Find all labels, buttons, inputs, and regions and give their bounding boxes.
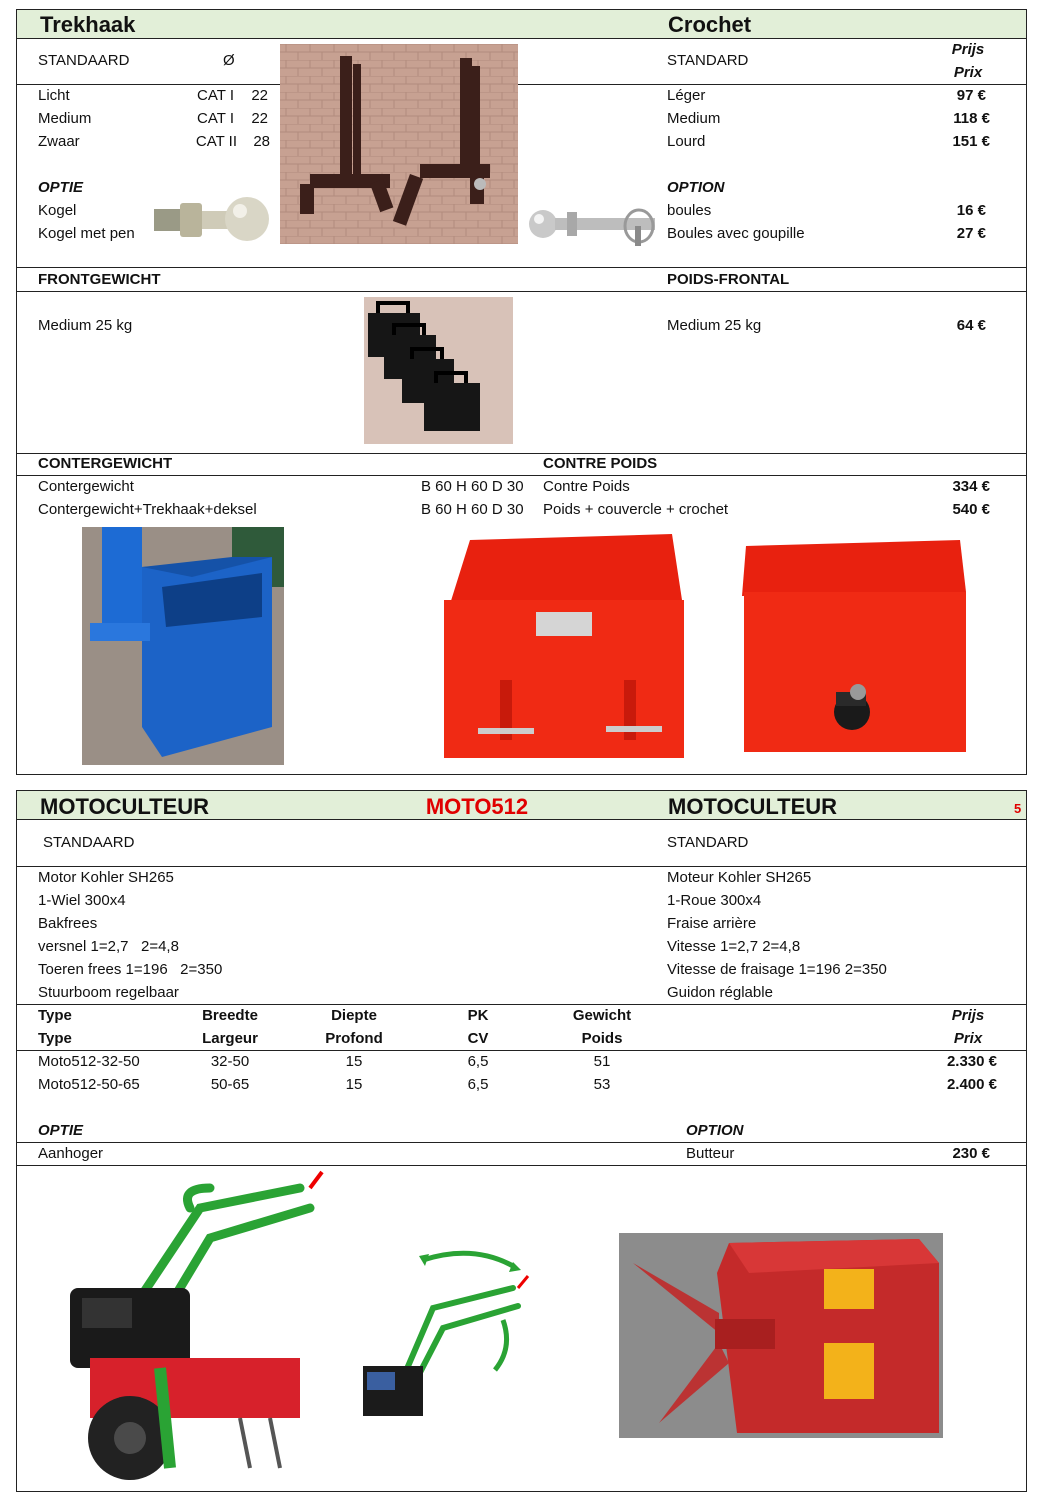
row-type: Moto512-50-65 [38,1076,140,1093]
spec-line: versnel 1=2,7 2=4,8 [38,938,179,955]
moto-standard-label: STANDARD [667,834,749,851]
option-name: Kogel met pen [38,225,135,242]
spec-line: Toeren frees 1=196 2=350 [38,961,223,978]
hitch-name-fr: Lourd [667,133,706,150]
option-name-fr: Boules avec goupille [667,225,805,242]
front-weights-photo [364,297,513,444]
prijs-label: Prijs [951,41,985,58]
optie-label: OPTIE [38,179,84,196]
col-header-prix: Prix [953,1030,983,1047]
divider [17,1050,1026,1051]
counterweight-price: 334 € [952,478,990,495]
col-header-type-fr: Type [38,1030,72,1047]
col-header-type: Type [38,1007,72,1024]
hitch-price: 97 € [956,87,986,104]
row-width: 32-50 [210,1053,250,1070]
divider [17,866,1026,867]
divider [17,1004,1026,1005]
crochet-title: Crochet [668,12,752,37]
hitch-diameter: 22 [251,87,268,104]
spec-line: Stuurboom regelbaar [38,984,179,1001]
spec-line: 1-Wiel 300x4 [38,892,126,909]
col-header-largeur: Largeur [202,1030,258,1047]
counterweight-name-fr: Contre Poids [543,478,630,495]
butteur-photo [619,1233,943,1438]
hitch-photo [280,44,518,244]
divider [17,475,1026,476]
front-weight-price: 64 € [956,317,986,334]
front-weight-item: Medium 25 kg [38,317,133,334]
hitch-diameter: 28 [253,133,270,150]
contergewicht-title: CONTERGEWICHT [38,455,173,472]
row-depth: 15 [345,1076,363,1093]
motoculteur-title: MOTOCULTEUR [40,794,210,819]
hitch-name-fr: Medium [667,110,721,127]
row-depth: 15 [345,1053,363,1070]
option-price: 27 € [956,225,986,242]
option-price: 16 € [956,202,986,219]
col-header-breedte: Breedte [202,1007,258,1024]
hitch-name: Licht [38,87,70,104]
col-header-diepte: Diepte [331,1007,377,1024]
hitch-name-fr: Léger [667,87,706,104]
hitch-name: Medium [38,110,92,127]
divider [17,84,1026,85]
divider [17,453,1026,454]
diameter-label: Ø [223,52,235,69]
divider [17,1165,1026,1166]
poids-frontal-title: POIDS-FRONTAL [667,271,790,288]
spec-line-fr: Moteur Kohler SH265 [667,869,812,886]
option-name-fr: boules [667,202,712,219]
hitch-price: 118 € [953,110,990,127]
trekhaak-header-band [17,10,1026,38]
counterweight-dims: B 60 H 60 D 30 [421,478,524,495]
model-title: MOTO512 [425,794,529,819]
red-counterweight-front-photo [440,530,690,762]
row-weight: 53 [593,1076,611,1093]
spec-line-fr: Guidon réglable [667,984,773,1001]
page-number: 5 [1014,801,1022,816]
option-label: OPTION [667,179,725,196]
tow-ball-photo [152,193,272,245]
col-header-prijs: Prijs [951,1007,985,1024]
handlebar-adjust-photo [363,1248,538,1416]
moto-standaard-label: STANDAARD [43,834,135,851]
counterweight-name: Contergewicht [38,478,134,495]
hitch-cat: CAT II [195,133,237,150]
divider [17,38,1026,39]
col-header-poids: Poids [581,1030,623,1047]
frontgewicht-title: FRONTGEWICHT [38,271,161,288]
prix-label: Prix [953,64,983,81]
trekhaak-title: Trekhaak [40,12,136,37]
col-header-gewicht: Gewicht [572,1007,632,1024]
spec-line: Bakfrees [38,915,98,932]
contre-poids-title: CONTRE POIDS [543,455,658,472]
hitch-cat: CAT I [197,110,234,127]
row-type: Moto512-32-50 [38,1053,140,1070]
row-price: 2.400 € [946,1076,997,1093]
ball-with-pin-photo [527,200,662,250]
counterweight-name: Contergewicht+Trekhaak+deksel [38,501,257,518]
hitch-name: Zwaar [38,133,80,150]
row-width: 50-65 [210,1076,250,1093]
counterweight-dims: B 60 H 60 D 30 [421,501,524,518]
moto-option-name-fr: Butteur [686,1145,735,1162]
option-name: Kogel [38,202,77,219]
divider [17,291,1026,292]
motoculteur-title-fr: MOTOCULTEUR [668,794,838,819]
counterweight-price: 540 € [952,501,990,518]
divider [17,267,1026,268]
spec-line: Motor Kohler SH265 [38,869,174,886]
moto-optie-label: OPTIE [38,1122,84,1139]
row-price: 2.330 € [946,1053,997,1070]
spec-line-fr: 1-Roue 300x4 [667,892,762,909]
red-counterweight-back-photo [740,530,972,756]
moto-option-label: OPTION [686,1122,744,1139]
spec-line-fr: Vitesse 1=2,7 2=4,8 [667,938,801,955]
hitch-cat: CAT I [197,87,234,104]
spec-line-fr: Fraise arrière [667,915,757,932]
standaard-label: STANDAARD [38,52,130,69]
blue-counterweight-photo [82,527,284,765]
moto-option-name: Aanhoger [38,1145,104,1162]
hitch-diameter: 22 [251,110,268,127]
row-weight: 51 [593,1053,611,1070]
moto-option-price: 230 € [952,1145,990,1162]
col-header-profond: Profond [325,1030,383,1047]
motoculteur-photo [60,1168,335,1488]
col-header-cv: CV [467,1030,489,1047]
front-weight-item-fr: Medium 25 kg [667,317,762,334]
standard-label: STANDARD [667,52,749,69]
row-pk: 6,5 [467,1076,489,1093]
hitch-price: 151 € [952,133,990,150]
col-header-pk: PK [467,1007,489,1024]
spec-line-fr: Vitesse de fraisage 1=196 2=350 [667,961,887,978]
row-pk: 6,5 [467,1053,489,1070]
divider [17,1142,1026,1143]
counterweight-name-fr: Poids + couvercle + crochet [543,501,729,518]
